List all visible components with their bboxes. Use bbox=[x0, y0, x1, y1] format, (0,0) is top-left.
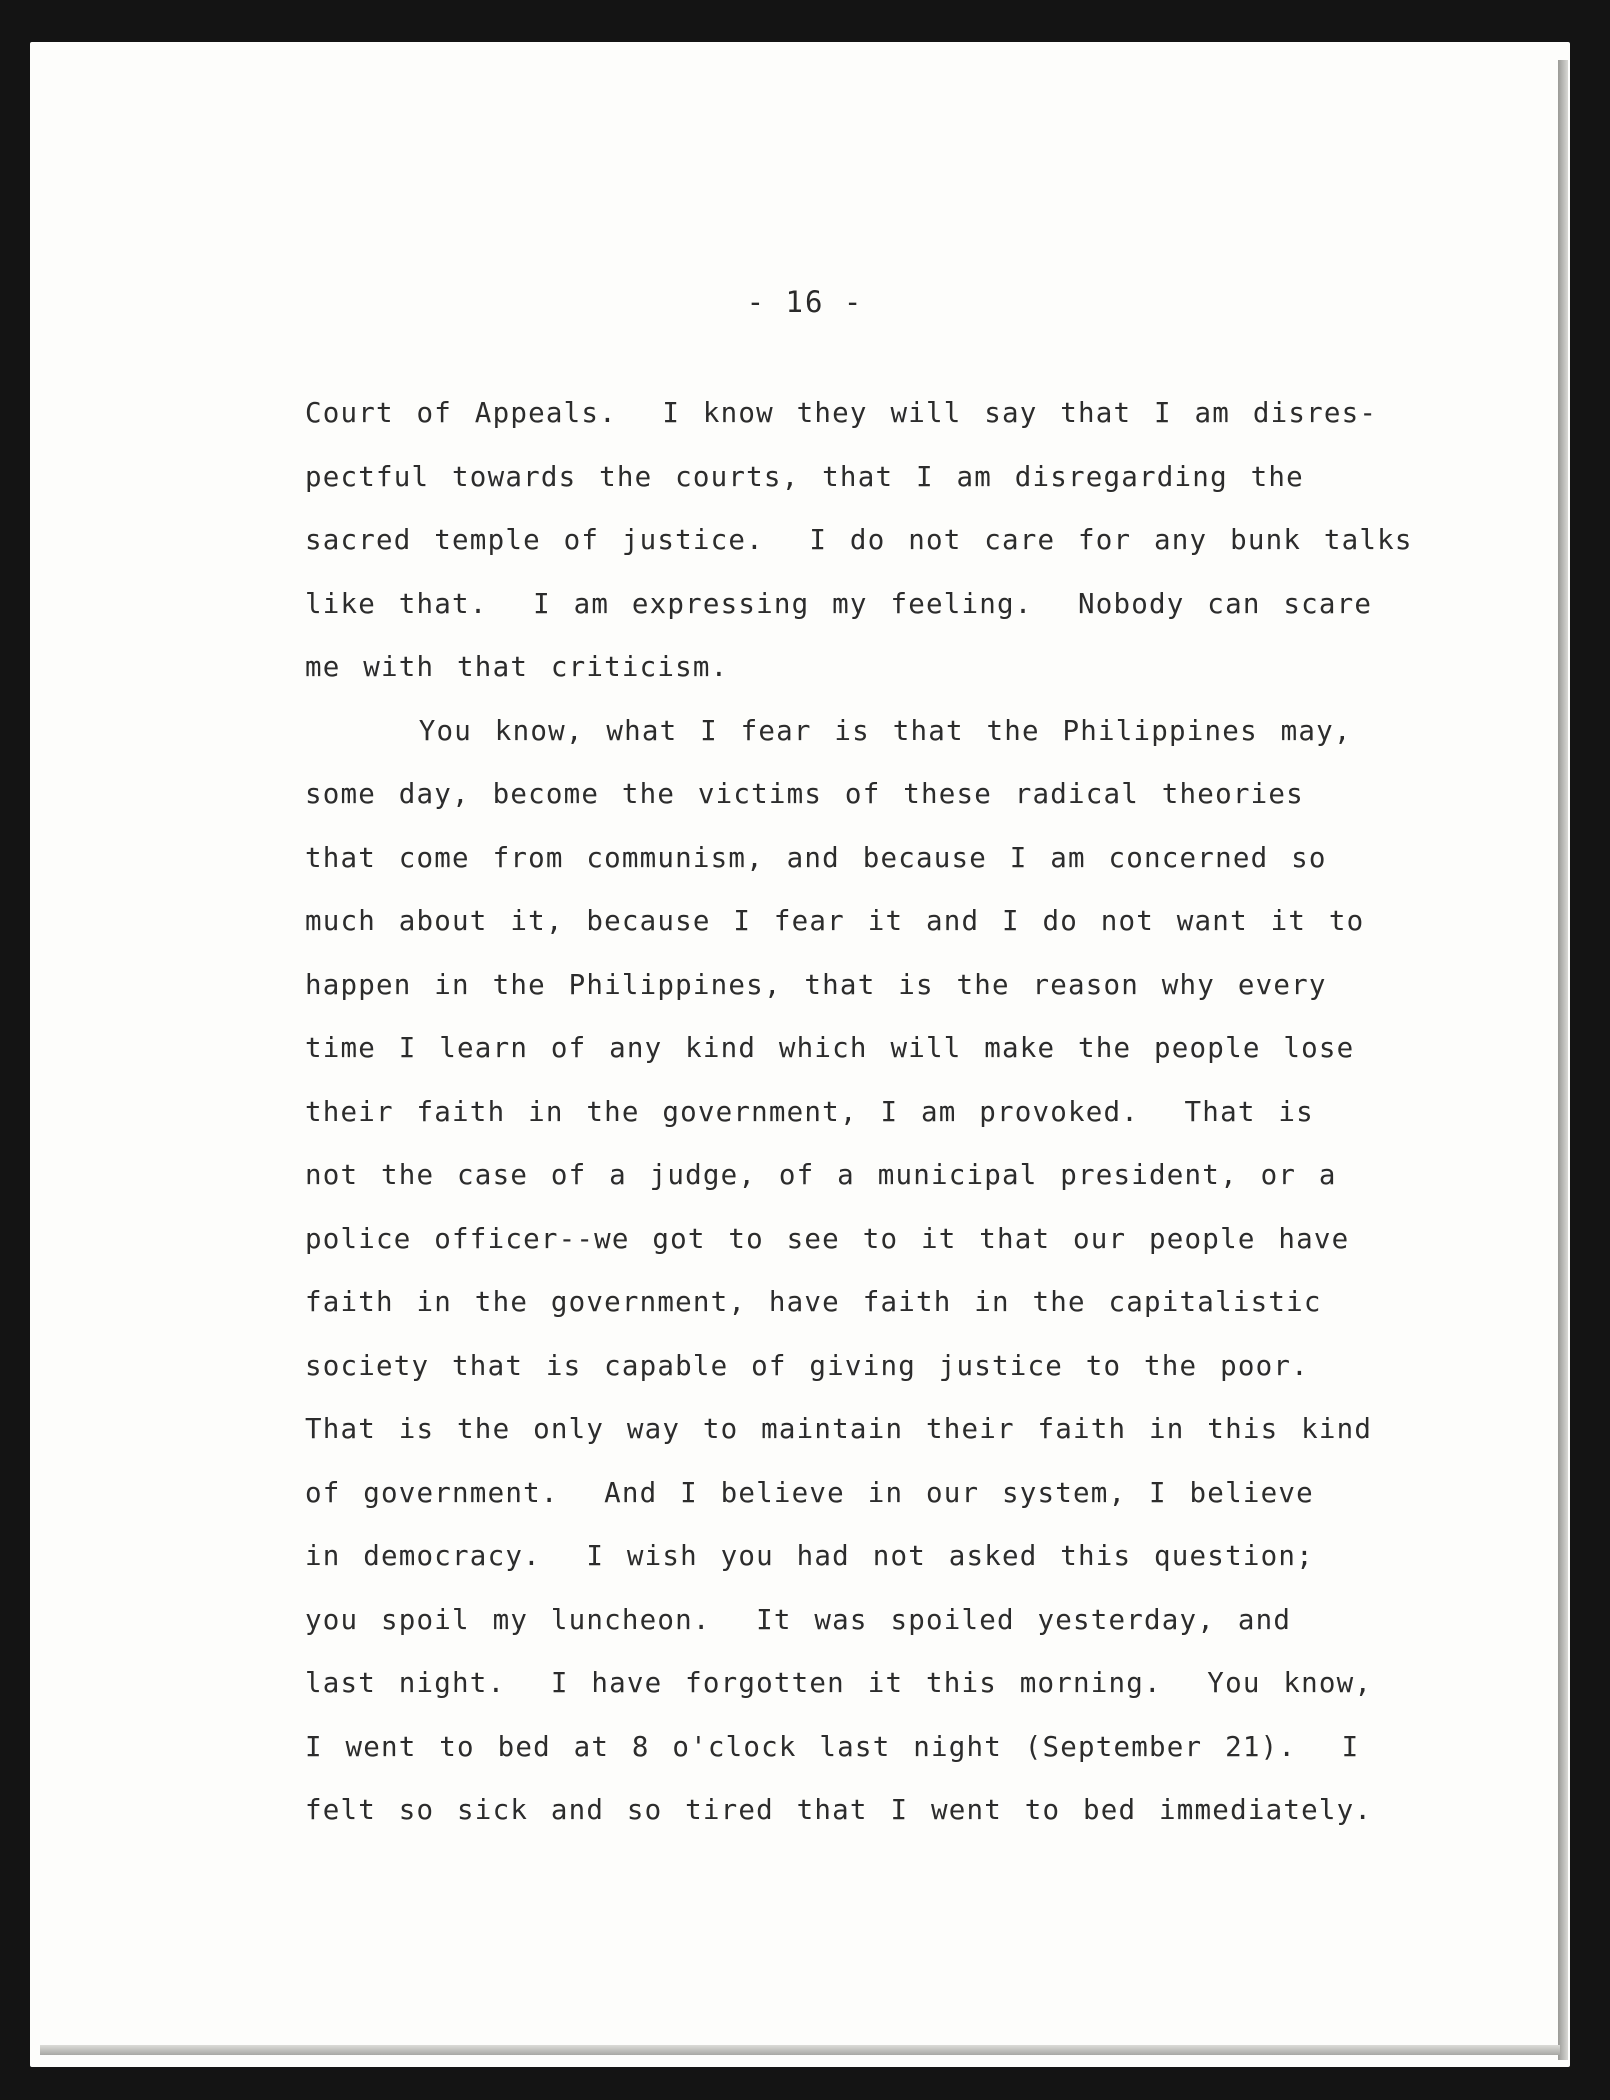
text-line: Court of Appeals. I know they will say that I am disres- bbox=[305, 397, 1378, 429]
text-line: you spoil my luncheon. It was spoiled yesterday, and bbox=[305, 1603, 1292, 1636]
text-line: me with that criticism. bbox=[305, 651, 729, 683]
text-line: police officer--we got to see to it that our people have bbox=[305, 1222, 1350, 1255]
text-line: last night. I have forgotten it this morning. You know, bbox=[305, 1667, 1373, 1699]
text-line: society that is capable of giving justice to the poor. bbox=[305, 1349, 1309, 1382]
typewritten-body bbox=[305, 382, 1445, 1843]
text-line: happen in the Philippines, that is the reason why every bbox=[305, 968, 1327, 1001]
text-line: much about it, because I fear it and I do not want it to bbox=[305, 905, 1365, 937]
text-line: of government. And I believe in our system, I believe bbox=[305, 1476, 1314, 1509]
text-line: time I learn of any kind which will make the people lose bbox=[305, 1032, 1355, 1064]
page-bottom-shadow bbox=[40, 2045, 1560, 2055]
page-edge-shadow bbox=[1558, 60, 1568, 2060]
text-line: that come from communism, and because I am concerned so bbox=[305, 841, 1327, 874]
text-line: You know, what I fear is that the Philippines may, bbox=[305, 714, 1352, 747]
text-line: in democracy. I wish you had not asked this question; bbox=[305, 1540, 1314, 1572]
text-line: their faith in the government, I am provoked. That is bbox=[305, 1095, 1314, 1128]
text-line: felt so sick and so tired that I went to bed immediately. bbox=[305, 1794, 1373, 1826]
text-line: like that. I am expressing my feeling. Nobody can scare bbox=[305, 587, 1373, 620]
text-line: That is the only way to maintain their faith in this kind bbox=[305, 1413, 1373, 1445]
text-line: sacred temple of justice. I do not care for any bunk talks bbox=[305, 524, 1413, 556]
page-number: - 16 - bbox=[746, 285, 864, 319]
text-line: some day, become the victims of these radical theories bbox=[305, 778, 1304, 810]
text-line: I went to bed at 8 o'clock last night (September 21). I bbox=[305, 1730, 1360, 1763]
text-line: not the case of a judge, of a municipal president, or a bbox=[305, 1159, 1337, 1191]
text-line: faith in the government, have faith in the capitalistic bbox=[305, 1286, 1322, 1318]
text-line: pectful towards the courts, that I am disregarding the bbox=[305, 460, 1304, 493]
